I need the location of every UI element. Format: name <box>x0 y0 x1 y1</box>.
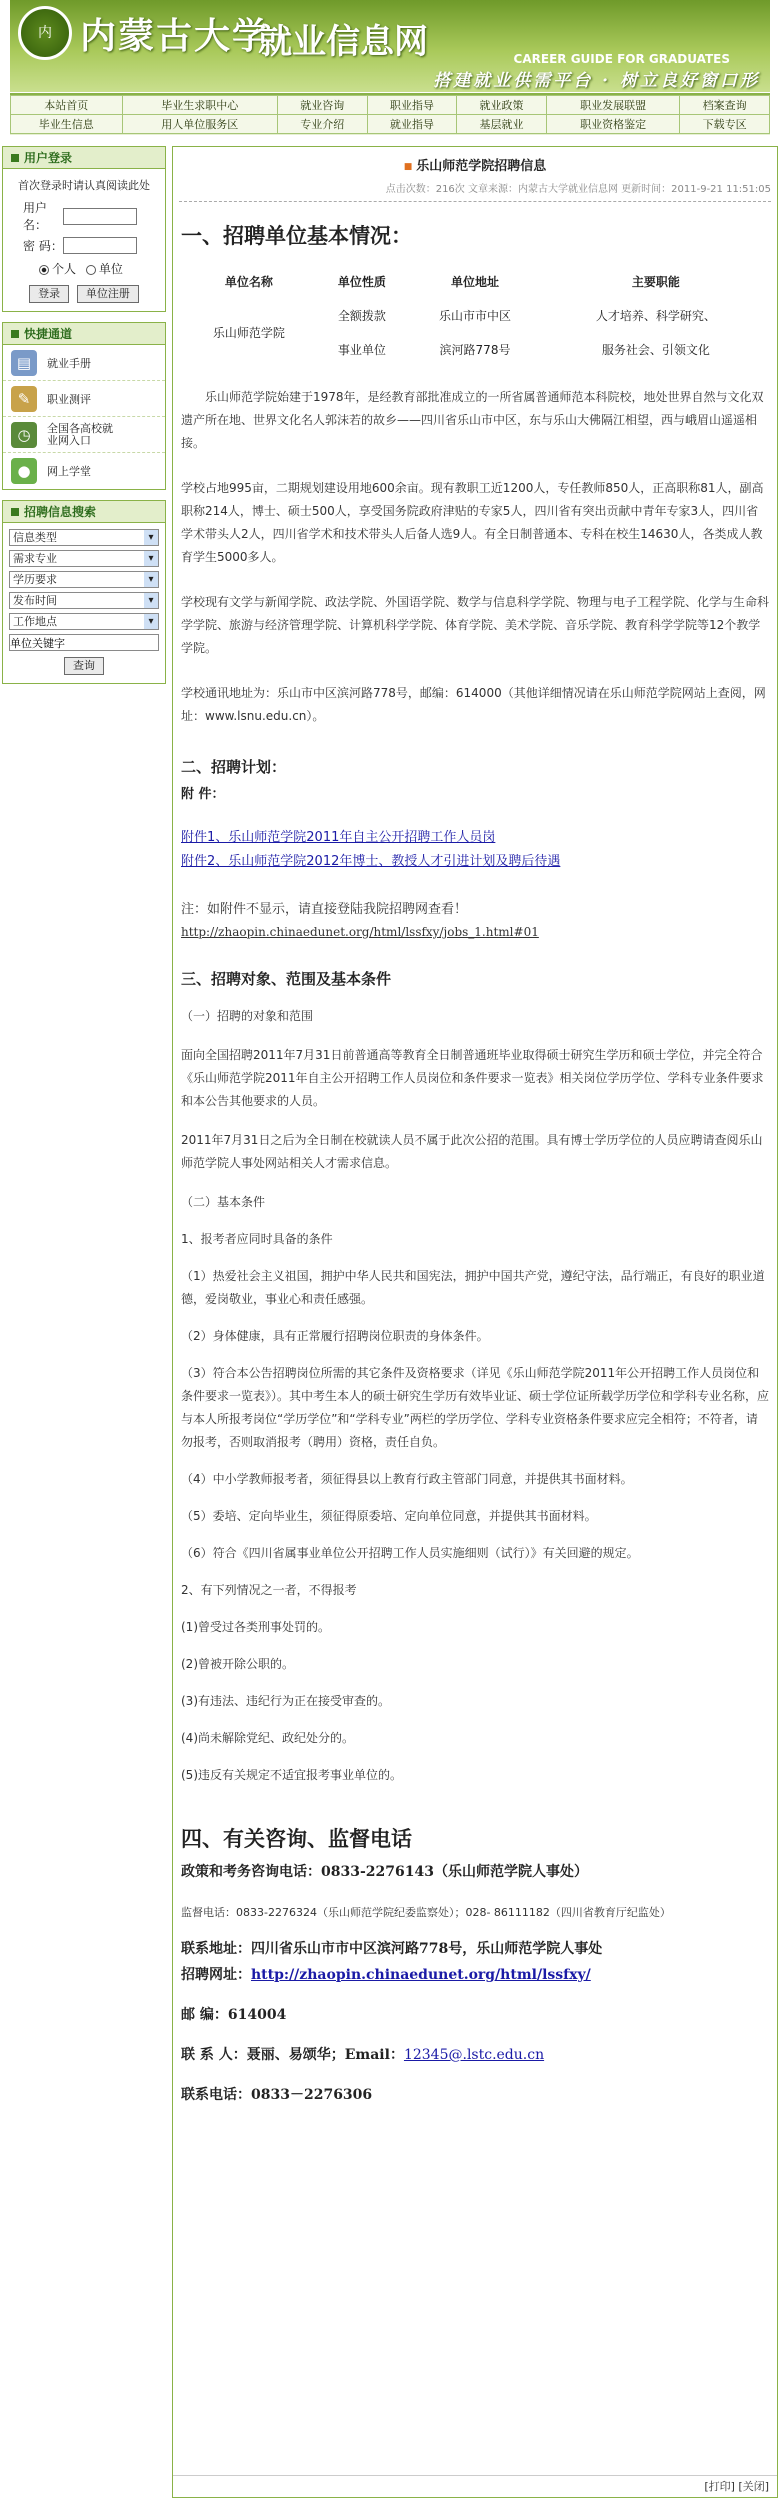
table-cell: 滨河路778号 <box>439 342 511 357</box>
paragraph: 学校现有文学与新闻学院、政法学院、外国语学院、数学与信息科学学院、物理与电子工程学院、化学与生命科学学院、旅游与经济管理学院、计算机科学学院、体育学院、美术学院、音乐学院、教育科学学院等12个教学学院。 <box>181 595 770 655</box>
login-box <box>2 146 166 312</box>
nav-item[interactable]: 下载专区 <box>680 115 770 134</box>
university-seal-icon: 内 <box>18 6 72 60</box>
table-header: 单位性质 <box>337 274 386 289</box>
degree-select[interactable]: 学历要求 ▾ <box>9 571 159 588</box>
attachment-link[interactable]: 附件2、乐山师范学院2012年博士、教授人才引进计划及聘后待遇 <box>181 854 561 869</box>
table-cell: 乐山市市中区 <box>438 308 511 323</box>
paragraph: （4）中小学教师报考者，须征得县以上教育行政主管部门同意，并提供其书面材料。 <box>181 1472 633 1486</box>
paragraph: （2）身体健康，具有正常履行招聘岗位职责的身体条件。 <box>181 1329 489 1343</box>
nav-item[interactable]: 就业指导 <box>367 115 457 134</box>
radio-personal-label: 个人 <box>52 262 77 276</box>
article-meta: 点击次数：216次 文章来源：内蒙古大学就业信息网 更新时间：2011-9-21 11:51:05 <box>385 184 771 195</box>
print-close-links[interactable]: [打印] [关闭] <box>173 2475 777 2497</box>
paragraph: (5)违反有关规定不适宜报考事业单位的。 <box>181 1768 402 1782</box>
table-header: 单位地址 <box>450 274 499 289</box>
table-cell: 事业单位 <box>337 342 386 357</box>
note-text: 注：如附件不显示，请直接登陆我院招聘网查看！ <box>181 902 468 917</box>
main-nav <box>10 93 770 135</box>
site-header <box>10 0 770 92</box>
contact-line: 监督电话：0833-2276324（乐山师范学院纪委监察处）；028- 86111182（四川省教育厅纪监处） <box>181 1906 671 1919</box>
attachment-label: 附 件： <box>181 787 225 802</box>
nav-item[interactable]: 毕业生求职中心 <box>122 96 277 115</box>
article-panel <box>172 146 778 2498</box>
login-button[interactable]: 登录 <box>29 285 69 303</box>
divider <box>179 201 771 202</box>
nav-item[interactable]: 毕业生信息 <box>11 115 123 134</box>
paragraph: 2、有下列情况之一者，不得报考 <box>181 1583 357 1597</box>
quick-link-handbook[interactable]: ▤ 就业手册 <box>3 345 165 381</box>
bullet-icon <box>11 508 19 516</box>
table-cell: 人才培养、科学研究、 <box>595 308 716 323</box>
quick-link-assessment[interactable]: ✎ 职业测评 <box>3 381 165 417</box>
paragraph: 面向全国招聘2011年7月31日前普通高等教育全日制普通班毕业取得硕士研究生学历和硕士学位，并完全符合《乐山师范学院2011年自主公开招聘工作人员岗位和条件要求一览表》相关岗位学历学位、学科专业条件要求和本公告其他要求的人员。 <box>181 1048 764 1108</box>
nav-item[interactable]: 职业资格鉴定 <box>546 115 679 134</box>
pencil-icon: ✎ <box>11 386 37 412</box>
nav-item[interactable]: 就业咨询 <box>277 96 367 115</box>
site-slogan: 搭建就业供需平台 · 树立良好窗口形 <box>433 71 760 91</box>
contact-line: 联 系 人：聂丽、易颂华；Email：12345@.lstc.edu.cn <box>181 2047 545 2063</box>
password-label: 密 码： <box>23 239 63 253</box>
table-header: 单位名称 <box>224 274 273 289</box>
radio-personal[interactable] <box>39 265 49 275</box>
email-link[interactable]: 12345@.lstc.edu.cn <box>403 2047 545 2063</box>
paragraph: 1、报考者应同时具备的条件 <box>181 1232 333 1246</box>
paragraph: 2011年7月31日之后为全日制在校就读人员不属于此次公招的范围。具有博士学历学位的人员应聘请查阅乐山师范学院人事处网站相关人才需求信息。 <box>181 1133 763 1170</box>
site-english-name: CAREER GUIDE FOR GRADUATES <box>513 52 730 66</box>
info-type-select[interactable]: 信息类型 ▾ <box>9 529 159 546</box>
university-name: 内蒙古大学 <box>80 15 271 57</box>
login-box-title: 用户登录 <box>3 147 165 169</box>
bullet-icon <box>11 154 19 162</box>
section-heading: 一、招聘单位基本情况： <box>181 223 412 248</box>
quick-links-title: 快捷通道 <box>3 323 165 345</box>
paragraph: (2)曾被开除公职的。 <box>181 1657 294 1671</box>
subheading: （一）招聘的对象和范围 <box>181 1009 314 1023</box>
search-button[interactable]: 查询 <box>64 657 104 675</box>
nav-item[interactable]: 职业发展联盟 <box>546 96 679 115</box>
paragraph: 学校占地995亩，二期规划建设用地600余亩。现有教职工近1200人，专任教师850人，正高职称81人，副高职称214人，博士、硕士500人，享受国务院政府津贴的专家5人，四川省有突出贡献中青年专家3人，四川省学术带头人2人，四川省学术和技术带头人后备人选9人。有全日制普通本、专科在校生14630人，各类成人教育学生5000多人。 <box>181 481 764 564</box>
nav-item[interactable]: 职业指导 <box>367 96 457 115</box>
table-cell: 乐山师范学院 <box>212 325 285 340</box>
attachment-link[interactable]: 附件1、乐山师范学院2011年自主公开招聘工作人员岗 <box>181 830 496 845</box>
contact-line: 政策和考务咨询电话：0833-2276143（乐山师范学院人事处） <box>181 1864 588 1880</box>
contact-line: 邮 编：614004 <box>181 2007 287 2023</box>
section-heading: 二、招聘计划： <box>181 758 287 776</box>
radio-unit[interactable] <box>86 265 96 275</box>
clock-icon: ◷ <box>11 422 37 448</box>
password-input[interactable] <box>63 237 137 254</box>
job-search-title: 招聘信息搜索 <box>3 501 165 523</box>
login-note[interactable]: 首次登录时请认真阅读此处 <box>18 179 150 192</box>
contact-line: 联系地址：四川省乐山市市中区滨河路778号，乐山师范学院人事处 <box>181 1941 603 1957</box>
job-search-box <box>2 500 166 684</box>
book-icon: ▤ <box>11 350 37 376</box>
radio-unit-label: 单位 <box>98 262 123 276</box>
nav-item[interactable]: 本站首页 <box>11 96 123 115</box>
major-select[interactable]: 需求专业 ▾ <box>9 550 159 567</box>
table-header: 主要职能 <box>631 274 680 289</box>
paragraph: (1)曾受过各类刑事处罚的。 <box>181 1620 330 1634</box>
nav-item[interactable]: 档案查询 <box>680 96 770 115</box>
bullet-icon <box>11 330 19 338</box>
subheading: （二）基本条件 <box>181 1195 266 1209</box>
paragraph: （5）委培、定向毕业生，须征得原委培、定向单位同意，并提供其书面材料。 <box>181 1509 597 1523</box>
keyword-input[interactable] <box>9 634 159 651</box>
quick-link-online-school[interactable]: ● 网上学堂 <box>3 453 165 489</box>
contact-line: 招聘网址：http://zhaopin.chinaedunet.org/html/lssfxy/ <box>181 1967 591 1983</box>
table-cell: 全额拨款 <box>337 308 386 323</box>
username-input[interactable] <box>63 208 137 225</box>
username-label: 用户名： <box>23 201 48 232</box>
nav-item[interactable]: 就业政策 <box>457 96 547 115</box>
nav-item[interactable]: 专业介绍 <box>277 115 367 134</box>
paragraph: （1）热爱社会主义祖国，拥护中华人民共和国宪法，拥护中国共产党，遵纪守法，品行端正，有良好的职业道德，爱岗敬业，事业心和责任感强。 <box>181 1269 765 1306</box>
quick-links-box <box>2 322 166 490</box>
work-location-select[interactable]: 工作地点 ▾ <box>9 613 159 630</box>
unit-register-button[interactable]: 单位注册 <box>77 285 139 303</box>
site-name: 就业信息网 <box>258 22 428 62</box>
article-title: ■ 乐山师范学院招聘信息 <box>173 155 777 174</box>
nav-item[interactable]: 基层就业 <box>457 115 547 134</box>
paragraph: （3）符合本公告招聘岗位所需的其它条件及资格要求（详见《乐山师范学院2011年公开招聘工作人员岗位和条件要求一览表》）。其中考生本人的硕士研究生学历有效毕业证、硕士学位证所载学历学位和学科专业名称，应与本人所报考岗位“学历学位”和“学科专业”两栏的学历学位、学科专业资格条件要求应完全相符；不符者，请勿报考，否则取消报考（聘用）资格，责任自负。 <box>181 1366 770 1449</box>
contact-line: 联系电话：0833－2276306 <box>181 2087 373 2103</box>
article-body <box>173 220 777 2104</box>
paragraph: 学校通讯地址为：乐山市中区滨河路778号，邮编：614000（其他详细情况请在乐山师范学院网站上查阅，网址：www.lsnu.edu.cn）。 <box>181 686 766 723</box>
section-heading: 四、有关咨询、监督电话 <box>181 1826 412 1851</box>
table-cell: 服务社会、引领文化 <box>601 342 710 357</box>
recruit-url-link[interactable]: http://zhaopin.chinaedunet.org/html/lssfxy/ <box>251 1967 591 1983</box>
person-icon: ● <box>11 458 37 484</box>
paragraph: 乐山师范学院始建于1978年，是经教育部批准成立的一所省属普通师范本科院校，地处世界自然与文化双遗产所在地、世界文化名人郭沫若的故乡——四川省乐山市中区，东与乐山大佛隔江相望，西与峨眉山遥遥相接。 <box>181 390 764 450</box>
publish-time-select[interactable]: 发布时间 ▾ <box>9 592 159 609</box>
nav-item[interactable]: 用人单位服务区 <box>122 115 277 134</box>
recruit-site-link[interactable]: http://zhaopin.chinaedunet.org/html/lssfxy/jobs_1.html#01 <box>181 925 539 939</box>
paragraph: (4)尚未解除党纪、政纪处分的。 <box>181 1731 354 1745</box>
paragraph: （6）符合《四川省属事业单位公开招聘工作人员实施细则（试行）》有关回避的规定。 <box>181 1546 639 1560</box>
paragraph: (3)有违法、违纪行为正在接受审查的。 <box>181 1694 390 1708</box>
unit-info-table <box>181 264 769 366</box>
sidebar <box>2 146 166 694</box>
section-heading: 三、招聘对象、范围及基本条件 <box>181 970 392 988</box>
quick-link-universities[interactable]: ◷ 全国各高校就业网入口 <box>3 417 165 453</box>
